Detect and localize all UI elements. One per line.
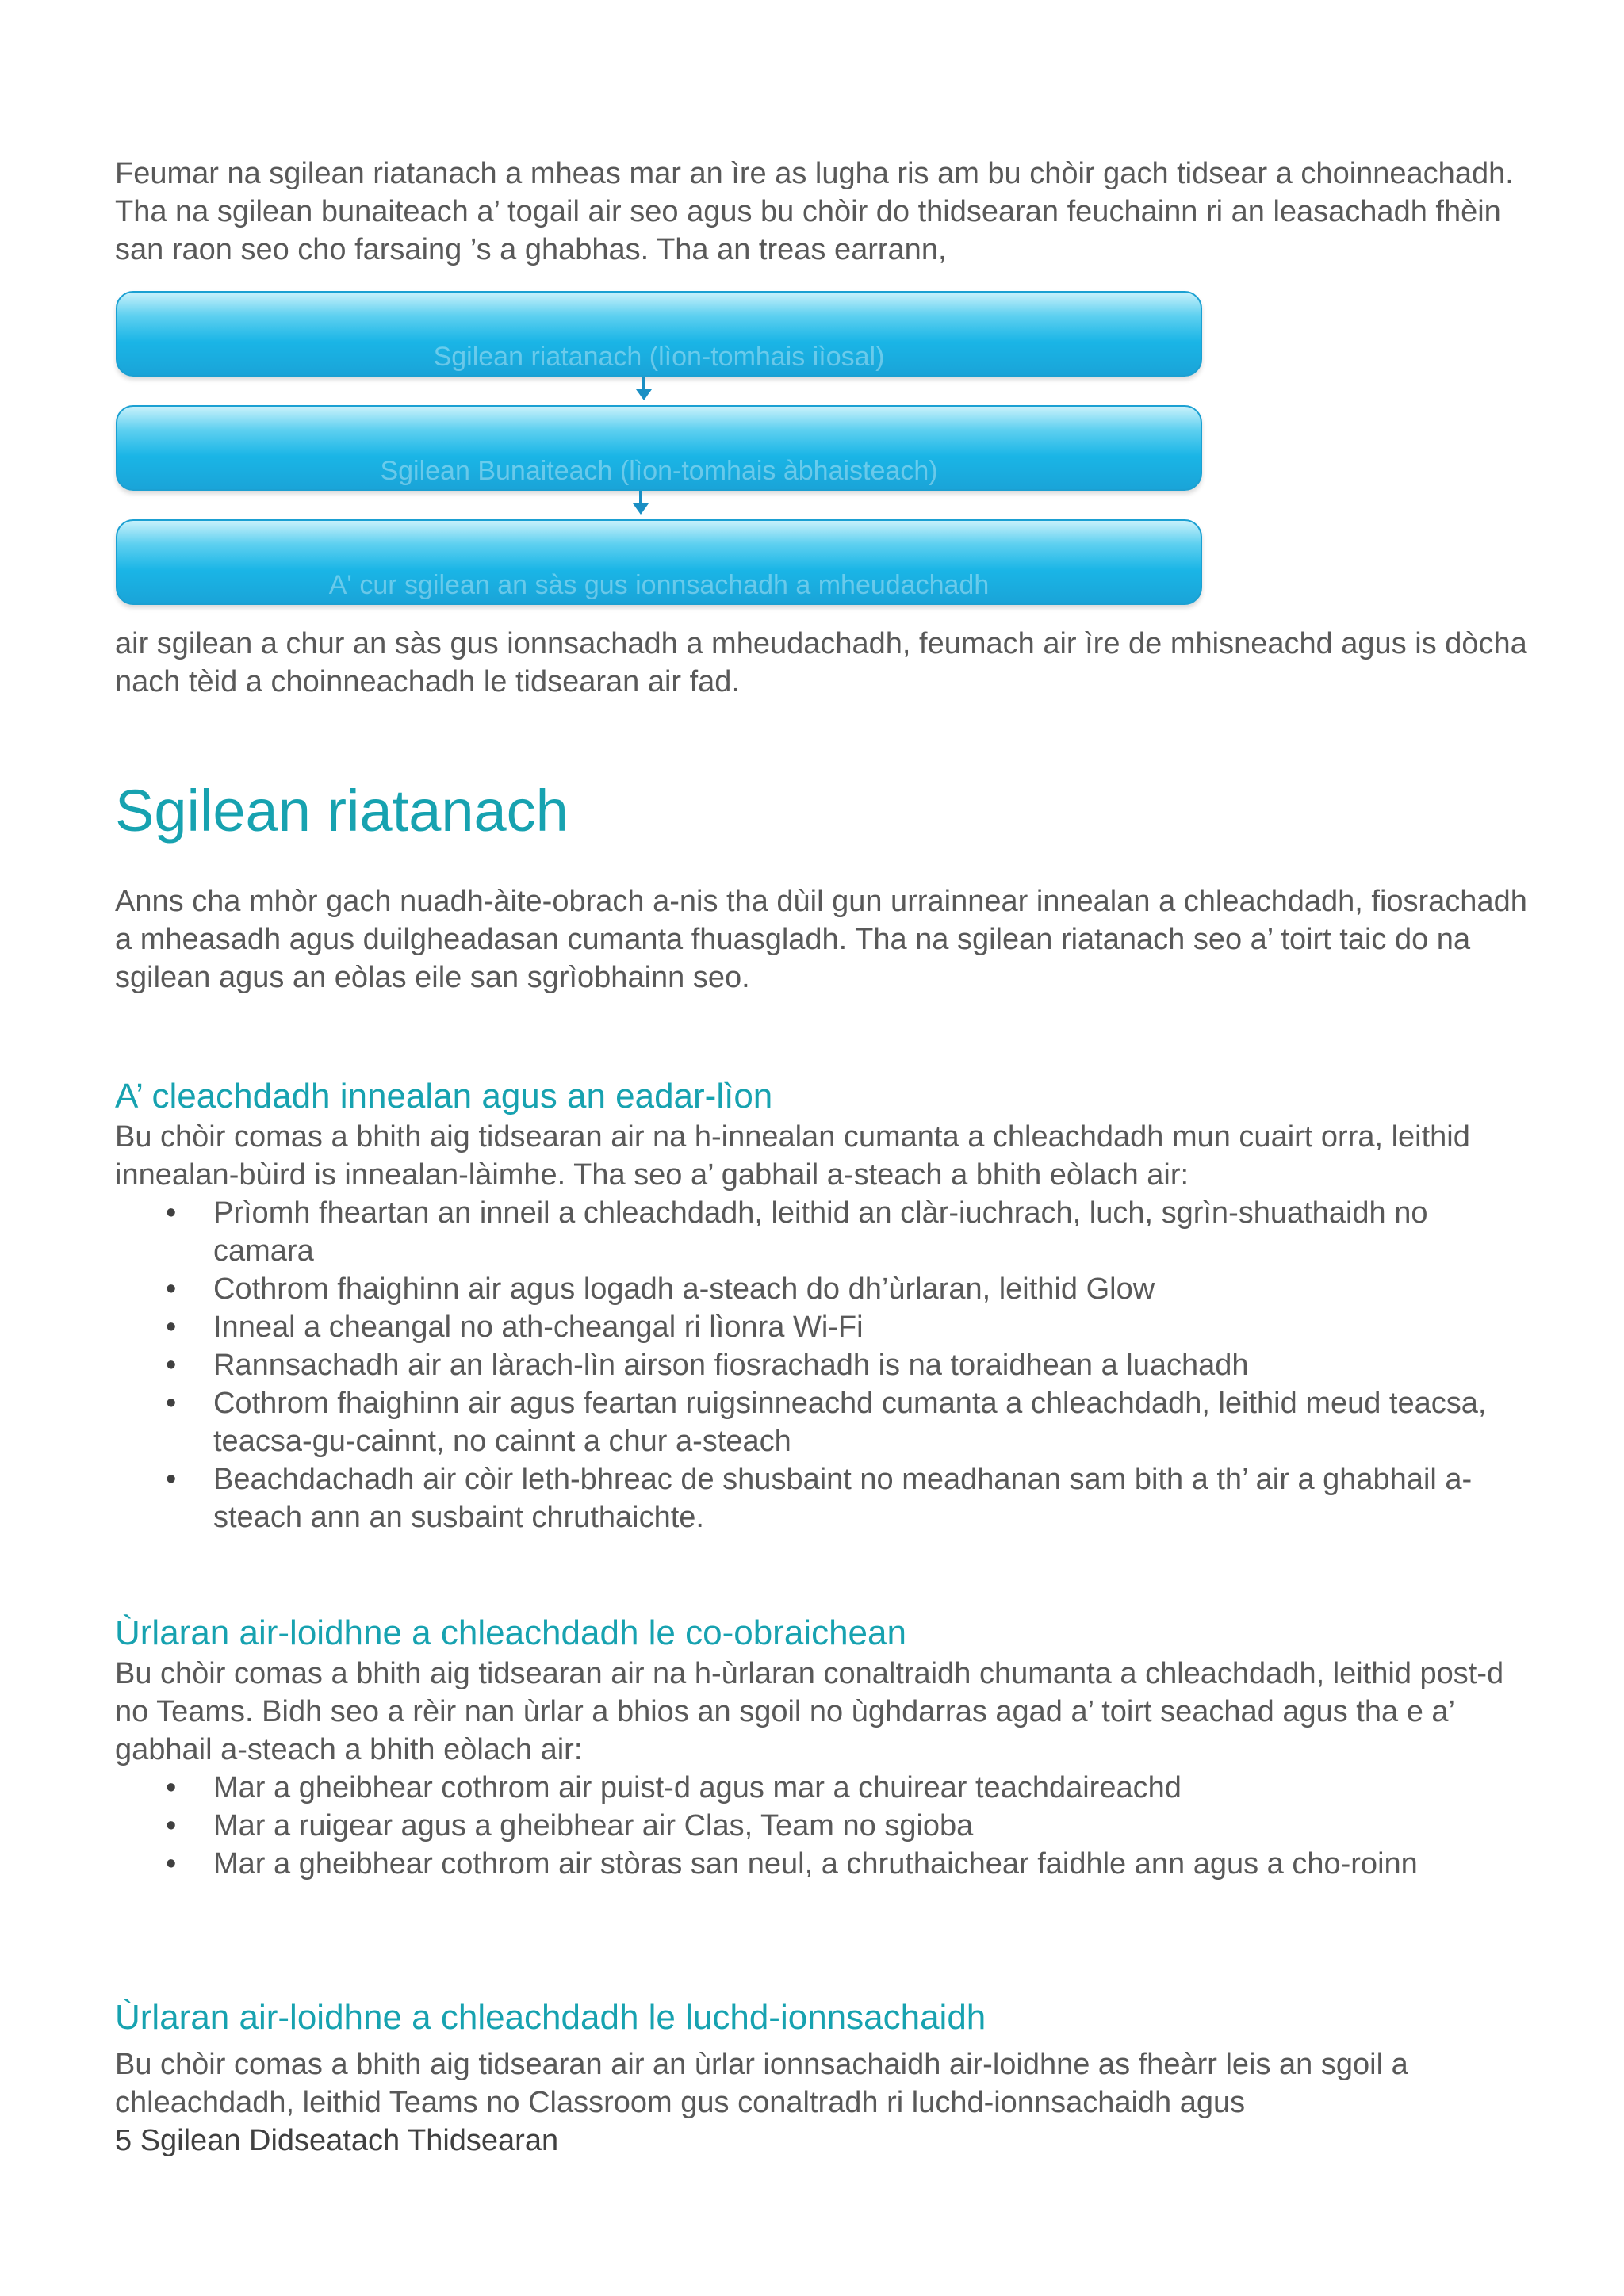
list-item: • Cothrom fhaighinn air agus logadh a-steach do dh’ùrlaran, leithid Glow bbox=[115, 1270, 1534, 1308]
section-title-colleagues: Ùrlaran air-loidhne a chleachdadh le co-obraichean bbox=[115, 1613, 906, 1652]
flow-box-1 bbox=[116, 291, 1202, 377]
list-item: • Mar a gheibhear cothrom air stòras san neul, a chruthaichear faidhle ann agus a cho-roinn bbox=[115, 1845, 1534, 1883]
section-learners-paragraph: Bu chòir comas a bhith aig tidsearan air an ùrlar ionnsachaidh air-loidhne as fheàrr leis an sgoil a chleachdadh, leithid Teams no Classroom gus conaltradh ri luchd-ionnsachaidh agus bbox=[115, 2048, 1408, 2119]
list-item: • Mar a ruigear agus a gheibhear air Clas, Team no sgioba bbox=[115, 1807, 1534, 1845]
list-item: • Prìomh fheartan an inneil a chleachdadh, leithid an clàr-iuchrach, luch, sgrìn-shuathaidh no camara bbox=[115, 1194, 1534, 1270]
flow-box-2 bbox=[116, 405, 1202, 491]
section-main-paragraph: Anns cha mhòr gach nuadh-àite-obrach a-nis tha dùil gun urrainnear innealan a chleachdadh, fiosrachadh a mheasadh agus duilgheadasan cumanta fhuasgladh. Tha na sgilean riatanach seo a’ toirt taic do na sgilean agus an eòlas eile san sgrìobhainn seo. bbox=[115, 885, 1527, 994]
tools-bullet-list bbox=[115, 1194, 1534, 1536]
section-title-main: Sgilean riatanach bbox=[115, 778, 569, 844]
list-item: • Rannsachadh air an làrach-lìn airson fiosrachadh is na toraidhean a luachadh bbox=[115, 1346, 1534, 1384]
section-title-tools: A’ cleachdadh innealan agus an eadar-lìon bbox=[115, 1077, 773, 1115]
list-item: • Inneal a cheangal no ath-cheangal ri lìonra Wi-Fi bbox=[115, 1308, 1534, 1346]
list-item: • Mar a gheibhear cothrom air puist-d agus mar a chuirear teachdaireachd bbox=[115, 1769, 1534, 1807]
section-tools-paragraph: Bu chòir comas a bhith aig tidsearan air na h-innealan cumanta a chleachdadh mun cuairt orra, leithid innealan-bùird is innealan-làimhe. Tha seo a’ gabhail a-steach a bhith eòlach air: bbox=[115, 1120, 1470, 1192]
page-footer: 5 Sgilean Didseatach Thidsearan bbox=[115, 2124, 559, 2157]
flow-arrow-1 bbox=[642, 377, 645, 397]
flow-box-3 bbox=[116, 519, 1202, 605]
intro-continuation: air sgilean a chur an sàs gus ionnsachadh a mheudachadh, feumach air ìre de mhisneachd agus is dòcha nach tèid a choinneachadh le tidsearan air fad. bbox=[115, 627, 1527, 698]
flow-box-3-label: A' cur sgilean an sàs gus ionnsachadh a mheudachadh bbox=[328, 570, 990, 600]
flow-arrow-2 bbox=[639, 491, 642, 511]
section-title-learners: Ùrlaran air-loidhne a chleachdadh le luchd-ionnsachaidh bbox=[115, 1998, 986, 2037]
intro-paragraph: Feumar na sgilean riatanach a mheas mar an ìre as lugha ris am bu chòir gach tidsear a choinneachadh. Tha na sgilean bunaiteach a’ togail air seo agus bu chòir do thidsearan feuchainn ri an leasachadh fhèin san raon seo cho farsaing ’s a ghabhas. Tha an treas earrann, bbox=[115, 157, 1514, 266]
flow-box-2-label: Sgilean Bunaiteach (lìon-tomhais àbhaisteach) bbox=[380, 456, 938, 486]
colleagues-bullet-list bbox=[115, 1769, 1534, 1883]
section-colleagues-paragraph: Bu chòir comas a bhith aig tidsearan air na h-ùrlaran conaltraidh chumanta a chleachdadh, leithid post-d no Teams. Bidh seo a rèir nan ùrlar a bhios an sgoil no ùghdarras agad a’ toirt seachad agus tha e a’ gabhail a-steach a bhith eòlach air: bbox=[115, 1657, 1504, 1766]
flow-box-1-label: Sgilean riatanach (lìon-tomhais iìosal) bbox=[433, 342, 885, 372]
list-item: • Cothrom fhaighinn air agus feartan ruigsinneachd cumanta a chleachdadh, leithid meud teacsa, teacsa-gu-cainnt, no cainnt a chur a-steach bbox=[115, 1384, 1534, 1460]
list-item: • Beachdachadh air còir leth-bhreac de shusbaint no meadhanan sam bith a th’ air a ghabhail a-steach ann an susbaint chruthaichte. bbox=[115, 1460, 1534, 1536]
